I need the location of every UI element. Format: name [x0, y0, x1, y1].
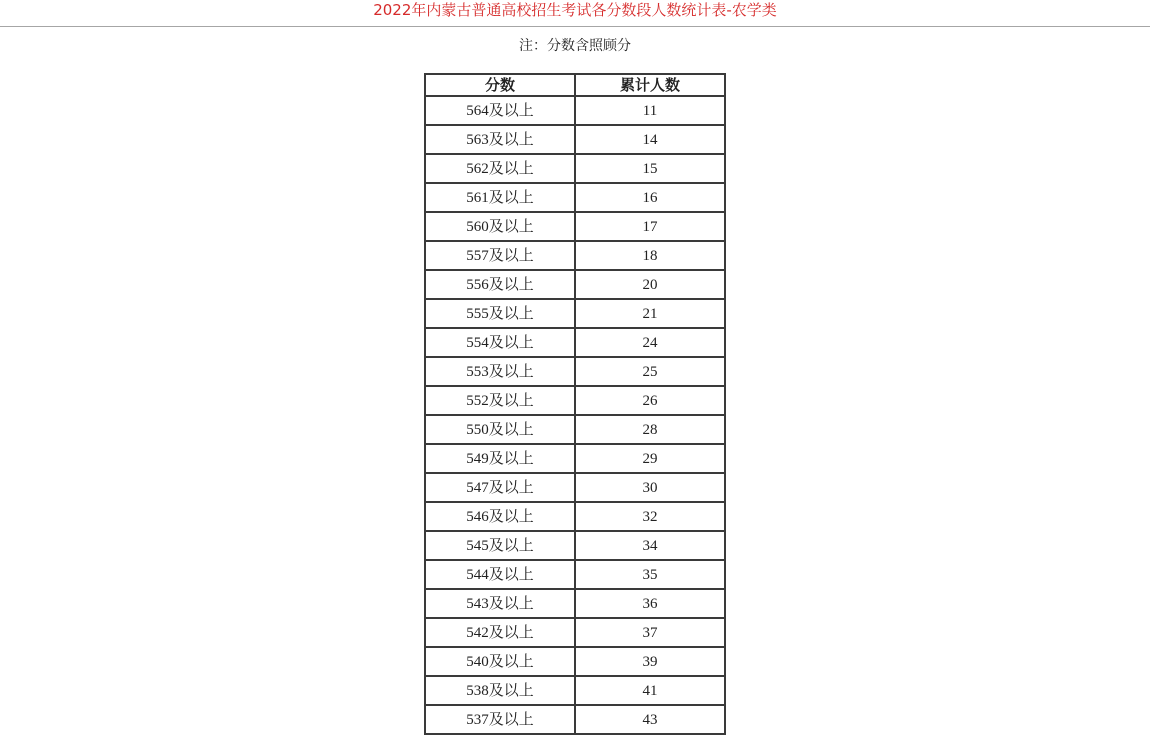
score-suffix: 及以上 — [488, 594, 534, 612]
table-header — [425, 74, 725, 96]
score-cell — [425, 473, 575, 502]
score-value: 546 — [466, 509, 489, 525]
table-body — [425, 96, 725, 734]
table-row — [425, 647, 725, 676]
page-title: 2022年内蒙古普通高校招生考试各分数段人数统计表-农学类 — [373, 1, 777, 19]
cumulative-count-cell: 21 — [575, 299, 725, 328]
score-value: 538 — [466, 683, 489, 699]
score-suffix: 及以上 — [488, 449, 534, 467]
column-header-score: 分数 — [425, 74, 575, 96]
cumulative-count-cell: 15 — [575, 154, 725, 183]
score-suffix: 及以上 — [488, 652, 534, 670]
table-row — [425, 183, 725, 212]
table-row — [425, 589, 725, 618]
score-cell — [425, 676, 575, 705]
table-row — [425, 125, 725, 154]
table-row — [425, 96, 725, 125]
cumulative-count-cell: 43 — [575, 705, 725, 734]
cumulative-count-cell: 16 — [575, 183, 725, 212]
score-suffix: 及以上 — [488, 565, 534, 583]
score-cell — [425, 415, 575, 444]
cumulative-count-cell: 18 — [575, 241, 725, 270]
score-distribution-table — [424, 73, 726, 735]
cumulative-count-cell: 30 — [575, 473, 725, 502]
score-value: 552 — [466, 393, 489, 409]
table-row — [425, 705, 725, 734]
score-suffix: 及以上 — [488, 623, 534, 641]
score-value: 562 — [466, 161, 489, 177]
table-row — [425, 154, 725, 183]
score-value: 563 — [466, 132, 489, 148]
score-value: 537 — [466, 712, 489, 728]
score-cell — [425, 212, 575, 241]
cumulative-count-cell: 28 — [575, 415, 725, 444]
score-cell — [425, 241, 575, 270]
score-value: 547 — [466, 480, 489, 496]
cumulative-count-cell: 41 — [575, 676, 725, 705]
score-cell — [425, 96, 575, 125]
table-row — [425, 328, 725, 357]
score-value: 555 — [466, 306, 489, 322]
cumulative-count-cell: 29 — [575, 444, 725, 473]
cumulative-count-cell: 25 — [575, 357, 725, 386]
score-suffix: 及以上 — [488, 536, 534, 554]
table-row — [425, 212, 725, 241]
score-suffix: 及以上 — [488, 420, 534, 438]
score-suffix: 及以上 — [488, 681, 534, 699]
table-row — [425, 531, 725, 560]
score-value: 549 — [466, 451, 489, 467]
table-row — [425, 386, 725, 415]
score-cell — [425, 589, 575, 618]
score-suffix: 及以上 — [488, 217, 534, 235]
table-row — [425, 473, 725, 502]
score-cell — [425, 328, 575, 357]
table-row — [425, 618, 725, 647]
score-suffix: 及以上 — [488, 333, 534, 351]
table-row — [425, 415, 725, 444]
score-value: 543 — [466, 596, 489, 612]
score-suffix: 及以上 — [488, 507, 534, 525]
page-header — [0, 0, 1150, 27]
score-note: 注：分数含照顾分 — [519, 38, 631, 54]
table-header-row — [425, 74, 725, 96]
score-value: 544 — [466, 567, 489, 583]
score-value: 540 — [466, 654, 489, 670]
score-cell — [425, 560, 575, 589]
column-header-cumulative-count: 累计人数 — [575, 74, 725, 96]
score-suffix: 及以上 — [488, 246, 534, 264]
score-cell — [425, 154, 575, 183]
score-suffix: 及以上 — [488, 391, 534, 409]
score-value: 557 — [466, 248, 489, 264]
score-value: 560 — [466, 219, 489, 235]
table-row — [425, 676, 725, 705]
score-cell — [425, 125, 575, 154]
score-suffix: 及以上 — [488, 710, 534, 728]
cumulative-count-cell: 35 — [575, 560, 725, 589]
table-row — [425, 560, 725, 589]
cumulative-count-cell: 32 — [575, 502, 725, 531]
score-suffix: 及以上 — [488, 362, 534, 380]
cumulative-count-cell: 14 — [575, 125, 725, 154]
score-value: 554 — [466, 335, 489, 351]
cumulative-count-cell: 37 — [575, 618, 725, 647]
table-row — [425, 270, 725, 299]
score-suffix: 及以上 — [488, 188, 534, 206]
score-suffix: 及以上 — [488, 101, 534, 119]
score-cell — [425, 299, 575, 328]
cumulative-count-cell: 11 — [575, 96, 725, 125]
score-cell — [425, 647, 575, 676]
score-value: 545 — [466, 538, 489, 554]
score-suffix: 及以上 — [488, 130, 534, 148]
score-cell — [425, 386, 575, 415]
cumulative-count-cell: 36 — [575, 589, 725, 618]
cumulative-count-cell: 26 — [575, 386, 725, 415]
score-cell — [425, 357, 575, 386]
score-cell — [425, 531, 575, 560]
score-suffix: 及以上 — [488, 275, 534, 293]
score-suffix: 及以上 — [488, 304, 534, 322]
score-suffix: 及以上 — [488, 159, 534, 177]
score-value: 550 — [466, 422, 489, 438]
table-row — [425, 444, 725, 473]
cumulative-count-cell: 20 — [575, 270, 725, 299]
score-cell — [425, 502, 575, 531]
score-value: 561 — [466, 190, 489, 206]
score-suffix: 及以上 — [488, 478, 534, 496]
score-cell — [425, 705, 575, 734]
table-row — [425, 502, 725, 531]
score-cell — [425, 183, 575, 212]
score-value: 556 — [466, 277, 489, 293]
table-row — [425, 299, 725, 328]
cumulative-count-cell: 34 — [575, 531, 725, 560]
score-value: 553 — [466, 364, 489, 380]
score-cell — [425, 444, 575, 473]
cumulative-count-cell: 24 — [575, 328, 725, 357]
cumulative-count-cell: 17 — [575, 212, 725, 241]
table-row — [425, 241, 725, 270]
cumulative-count-cell: 39 — [575, 647, 725, 676]
score-cell — [425, 618, 575, 647]
score-value: 564 — [466, 103, 489, 119]
score-value: 542 — [466, 625, 489, 641]
score-cell — [425, 270, 575, 299]
table-row — [425, 357, 725, 386]
